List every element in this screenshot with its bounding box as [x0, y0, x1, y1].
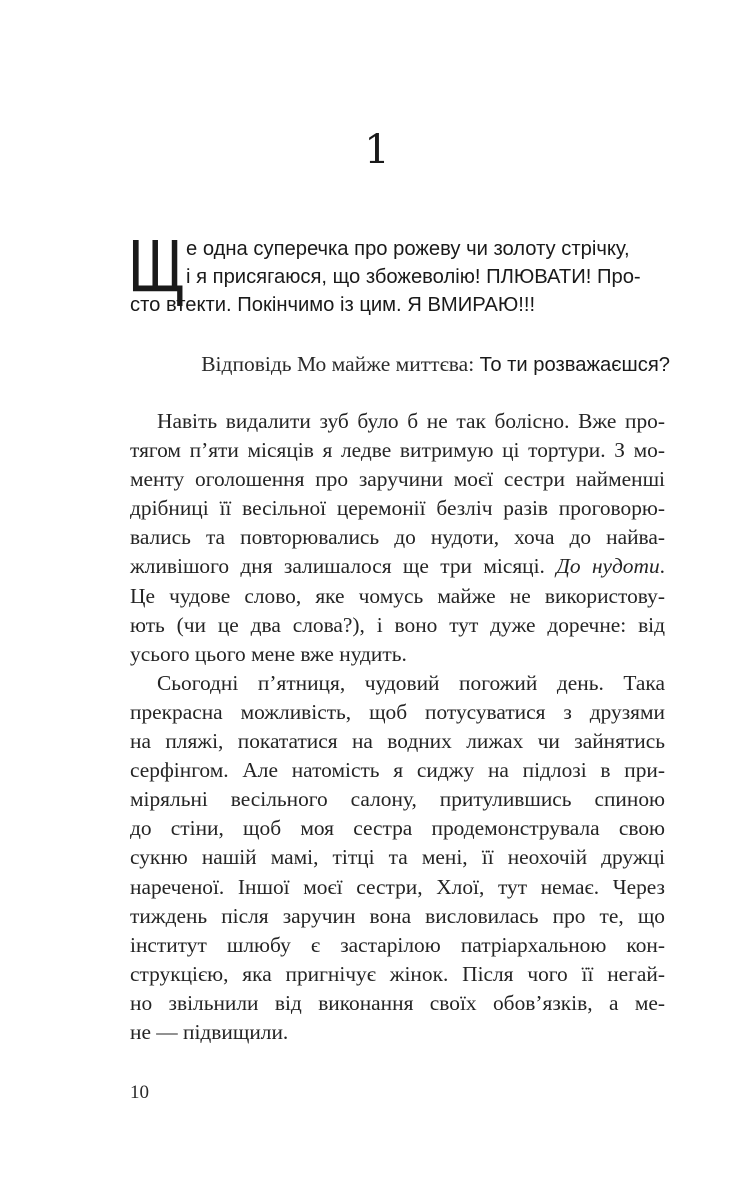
text-line: міряльні весільного салону, притулившись спиною: [130, 787, 665, 812]
text-line: струкцією, яка пригнічує жінок. Після чого її негай-: [130, 961, 665, 986]
text-line: усього цього мене вже нудить.: [130, 641, 407, 666]
text-line: вались та повторювались до нудоти, хоча до найва-: [130, 525, 665, 550]
text-line: серфінгом. Але натомість я сиджу на підлозі в при-: [130, 758, 665, 783]
text-line: нареченої. Іншої моєї сестри, Хлої, тут немає. Через: [130, 874, 665, 899]
text-line: тиждень після заручин вона висловилась про те, що: [130, 903, 665, 928]
text-line: сукню нашій мамі, тітці та мені, її неохочій дружці: [130, 845, 665, 870]
text-line: но звільнили від виконання своїх обов’язків, а ме-: [130, 990, 665, 1015]
text-line: інститут шлюбу є застарілою патріархальною кон-: [130, 932, 665, 957]
emphasis-text: До нудоти: [556, 554, 660, 579]
body-text: [130, 407, 665, 1047]
text-line: на пляжі, покататися на водних лижах чи зайнятись: [130, 729, 665, 754]
opening-line: сто втекти. Покінчимо із цим. Я ВМИРАЮ!!!: [130, 294, 536, 316]
opening-line: і я присягаюся, що збожеволію! ПЛЮВАТИ! Про-: [186, 266, 641, 288]
text-line: менту оголошення про заручини моєї сестри найменші: [130, 467, 665, 492]
reply-line: [130, 350, 670, 379]
opening-line: е одна суперечка про рожеву чи золоту стрічку,: [186, 238, 630, 260]
chapter-number: 1: [364, 127, 390, 173]
text-line: Сьогодні п’ятниця, чудовий погожий день. Така: [157, 670, 665, 695]
text-line: до стіни, щоб моя сестра продемонструвала свою: [130, 816, 665, 841]
paragraph: [130, 407, 665, 669]
drop-cap: Щ: [128, 224, 185, 307]
paragraph: [130, 669, 665, 1047]
text-line: ють (чи це два слова?), і воно тут дуже доречне: від: [130, 612, 665, 637]
text-line: Навіть видалити зуб було б не так болісно. Вже про-: [157, 409, 665, 433]
text-line: дрібниці її весільної церемонії безліч разів проговорю-: [130, 496, 665, 521]
text-line: жливішого дня залишалося ще три місяці. До нудоти.: [130, 554, 666, 579]
opening-text-message: [128, 224, 670, 319]
reply-lead: Відповідь Мо майже миттєва:: [201, 352, 480, 376]
reply-message: То ти розважаєшся?: [479, 354, 670, 376]
page-number: 10: [130, 1082, 149, 1103]
text-line: прекрасна можливість, щоб потусуватися з друзями: [130, 699, 665, 724]
text-line: не — підвищили.: [130, 1019, 289, 1044]
text-line: Це чудове слово, яке чомусь майже не використову-: [130, 583, 665, 608]
text-line: тягом п’яти місяців я ледве витримую ці тортури. З мо-: [130, 438, 665, 463]
